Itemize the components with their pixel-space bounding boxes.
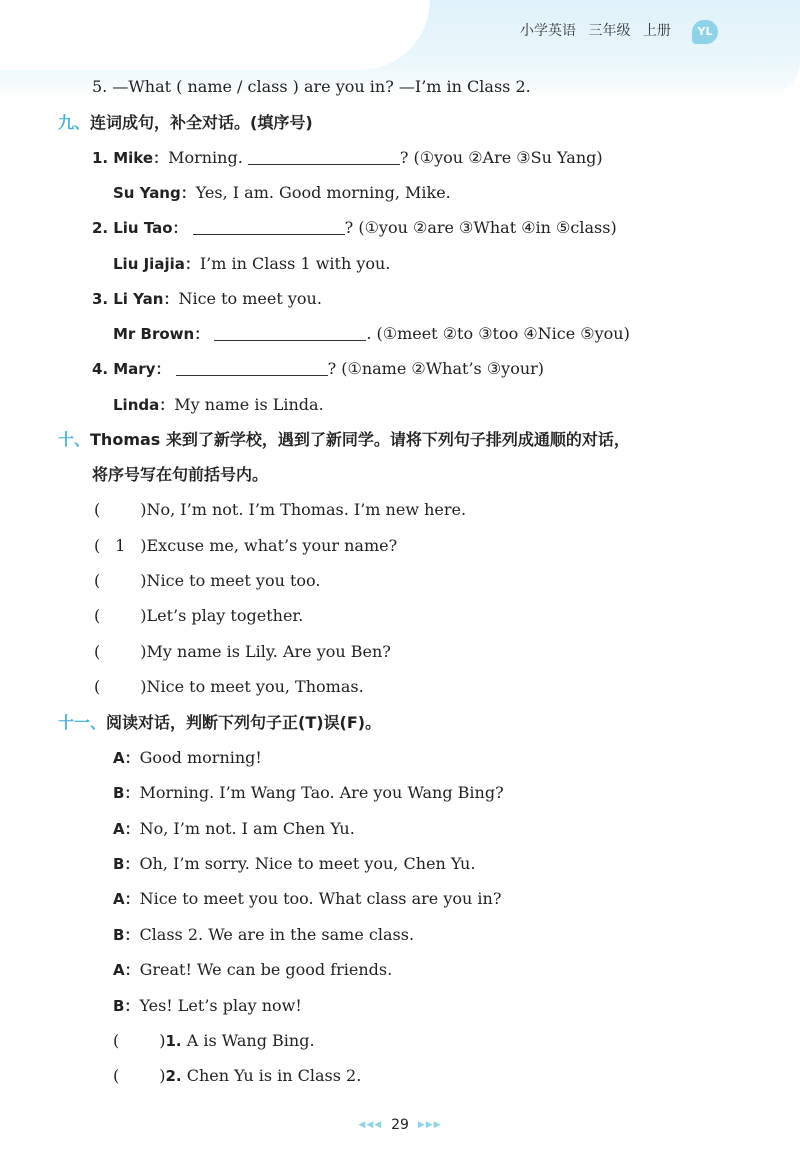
answer-parens[interactable]: ( ) xyxy=(94,642,147,661)
speaker: A： xyxy=(113,749,140,767)
dialogue-line xyxy=(113,996,302,1016)
page-footer xyxy=(0,1117,800,1133)
s10-item-4 xyxy=(94,606,303,626)
sentence-text: Excuse me, what’s your name? xyxy=(146,536,398,555)
answer-parens[interactable]: ( ) xyxy=(94,571,147,590)
section-10-heading xyxy=(58,430,630,450)
speaker: Mary： xyxy=(113,360,171,378)
speaker: Mike： xyxy=(113,149,169,167)
publisher-logo: YL xyxy=(692,20,718,44)
s9-item-2-reply xyxy=(113,254,390,274)
item-number: 4. xyxy=(92,360,109,378)
answer-parens[interactable]: ( 1 ) xyxy=(94,536,147,555)
question-text: Chen Yu is in Class 2. xyxy=(186,1066,362,1085)
s9-item-1 xyxy=(92,148,603,168)
speaker: B： xyxy=(113,855,140,873)
s9-item-2 xyxy=(92,218,617,238)
dialogue-text: Class 2. We are in the same class. xyxy=(139,925,415,944)
question-number: 2. xyxy=(165,1067,182,1085)
speaker: Mr Brown： xyxy=(113,325,210,343)
speaker: Liu Jiajia： xyxy=(113,255,200,273)
sentence-text: No, I’m not. I’m Thomas. I’m new here. xyxy=(146,500,467,519)
answer-blank[interactable] xyxy=(176,359,328,376)
speaker: A： xyxy=(113,961,140,979)
speaker: A： xyxy=(113,820,140,838)
dialogue-text: No, I’m not. I am Chen Yu. xyxy=(139,819,355,838)
item-number: 3. xyxy=(92,290,109,308)
s10-item-1 xyxy=(94,500,466,520)
header-grade: 三年级 xyxy=(588,23,631,39)
s10-item-6 xyxy=(94,677,364,697)
speaker: Li Yan： xyxy=(113,290,179,308)
s9-item-4-reply xyxy=(113,395,324,415)
answer-parens[interactable]: ( ) xyxy=(94,606,147,625)
question-5: 5. —What ( name / class ) are you in? —I’m in Class 2. xyxy=(92,77,531,96)
prompt-text: Morning. xyxy=(168,148,243,167)
section-title: 连词成句，补全对话。(填序号) xyxy=(90,113,313,132)
speaker: B： xyxy=(113,997,140,1015)
answer-blank[interactable] xyxy=(193,218,345,235)
sentence-text: My name is Lily. Are you Ben? xyxy=(146,642,391,661)
header-title xyxy=(520,20,671,40)
s9-item-4 xyxy=(92,359,544,379)
sentence-text: Nice to meet you, Thomas. xyxy=(146,677,364,696)
dialogue-text: Good morning! xyxy=(139,748,262,767)
word-options: . (①meet ②to ③too ④Nice ⑤you) xyxy=(366,324,630,343)
reply-text: I’m in Class 1 with you. xyxy=(199,254,391,273)
s10-item-2 xyxy=(94,536,397,556)
section-title-cont: 将序号写在句前括号内。 xyxy=(92,465,269,484)
speaker: B： xyxy=(113,784,140,802)
word-options: ? (①you ②Are ③Su Yang) xyxy=(399,148,603,167)
dialogue-line xyxy=(113,748,262,768)
header-subject: 小学英语 xyxy=(520,23,576,39)
section-9-heading xyxy=(58,113,313,133)
dialogue-text: Morning. I’m Wang Tao. Are you Wang Bing? xyxy=(139,783,504,802)
speaker: A： xyxy=(113,890,140,908)
answer-parens[interactable]: ( ) xyxy=(113,1031,166,1050)
page-number: 29 xyxy=(391,1117,409,1133)
answer-parens[interactable]: ( ) xyxy=(94,677,147,696)
dialogue-line xyxy=(113,854,475,874)
word-options: ? (①name ②What’s ③your) xyxy=(327,359,545,378)
section-11-heading xyxy=(58,713,381,733)
sentence-text: Let’s play together. xyxy=(146,606,304,625)
dialogue-text: Great! We can be good friends. xyxy=(139,960,393,979)
word-options: ? (①you ②are ③What ④in ⑤class) xyxy=(344,218,617,237)
reply-text: Yes, I am. Good morning, Mike. xyxy=(195,183,451,202)
speaker: Su Yang： xyxy=(113,184,196,202)
item-number: 1. xyxy=(92,149,109,167)
section-number: 十一、 xyxy=(58,713,107,732)
left-arrows-icon: ◀◀◀ xyxy=(358,1120,383,1130)
section-number: 九、 xyxy=(58,113,91,132)
answer-parens[interactable]: ( ) xyxy=(113,1066,166,1085)
s9-item-1-reply xyxy=(113,183,451,203)
s10-item-3 xyxy=(94,571,320,591)
section-10-heading-line2 xyxy=(92,465,268,485)
speaker: B： xyxy=(113,926,140,944)
s9-item-3-reply xyxy=(113,324,630,344)
sentence-text: Nice to meet you too. xyxy=(146,571,321,590)
tf-question-2 xyxy=(113,1066,361,1086)
dialogue-text: Nice to meet you too. What class are you in? xyxy=(139,889,502,908)
dialogue-text: Yes! Let’s play now! xyxy=(139,996,302,1015)
dialogue-line xyxy=(113,960,392,980)
dialogue-line xyxy=(113,783,504,803)
section-title: 阅读对话，判断下列句子正(T)误(F)。 xyxy=(106,713,382,732)
speaker: Liu Tao： xyxy=(113,219,188,237)
right-arrows-icon: ▶▶▶ xyxy=(417,1120,442,1130)
answer-parens[interactable]: ( ) xyxy=(94,500,147,519)
prompt-text: Nice to meet you. xyxy=(178,289,322,308)
dialogue-text: Oh, I’m sorry. Nice to meet you, Chen Yu. xyxy=(139,854,476,873)
question-text: A is Wang Bing. xyxy=(186,1031,315,1050)
item-number: 2. xyxy=(92,219,109,237)
answer-blank[interactable] xyxy=(248,148,400,165)
header-volume: 上册 xyxy=(642,23,671,39)
section-number: 十、 xyxy=(58,430,91,449)
question-number: 1. xyxy=(165,1032,182,1050)
s9-item-3 xyxy=(92,289,322,309)
answer-blank[interactable] xyxy=(214,324,366,341)
order-answer: 1 xyxy=(115,536,126,555)
dialogue-line xyxy=(113,925,414,945)
dialogue-line xyxy=(113,819,355,839)
speaker: Linda： xyxy=(113,396,175,414)
reply-text: My name is Linda. xyxy=(174,395,324,414)
section-title: Thomas 来到了新学校，遇到了新同学。请将下列句子排列成通顺的对话， xyxy=(90,430,630,449)
dialogue-line xyxy=(113,889,501,909)
tf-question-1 xyxy=(113,1031,315,1051)
s10-item-5 xyxy=(94,642,391,662)
